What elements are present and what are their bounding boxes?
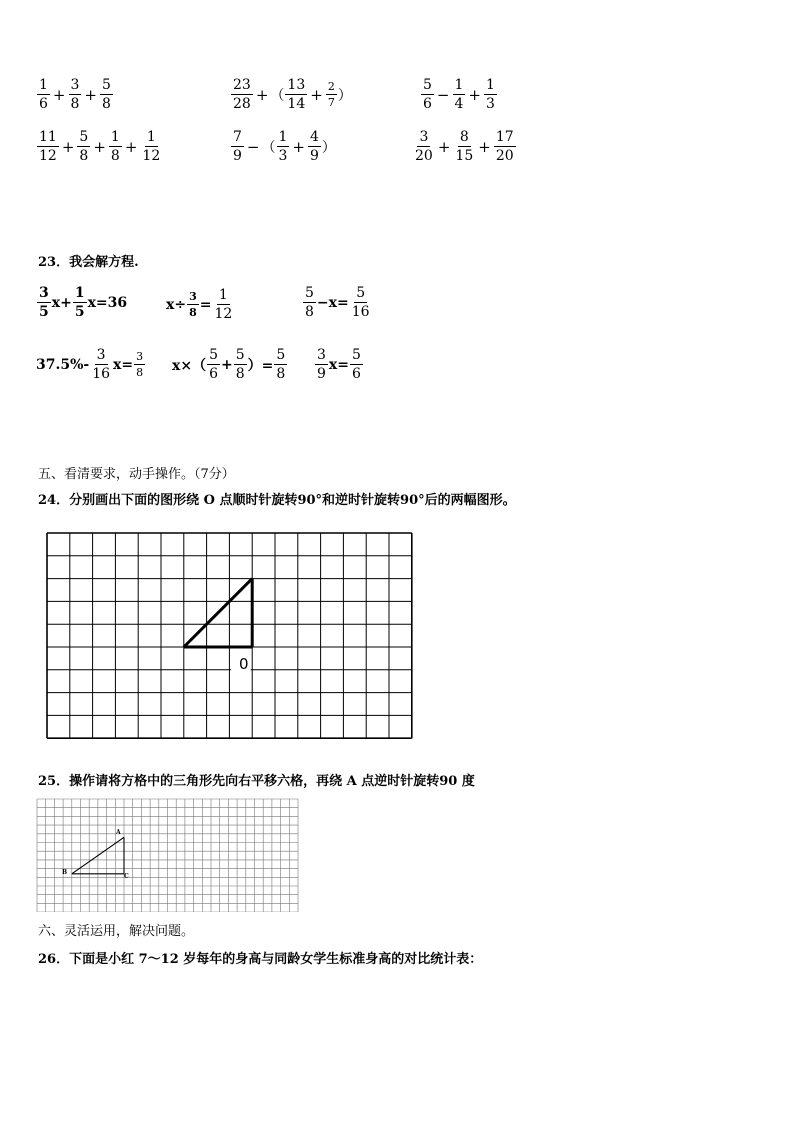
question-25-grid	[36, 798, 300, 912]
left-paren: （	[270, 87, 285, 104]
calc-expression-2-2	[230, 130, 336, 163]
fraction: $\frac{5}{8}$	[102, 77, 111, 112]
equation-text: x÷	[166, 296, 187, 313]
point-o-label: 0	[239, 655, 249, 673]
fraction: $\frac{5}{8}$	[305, 285, 314, 320]
equation-text: x=	[113, 356, 134, 373]
question-24-grid	[46, 532, 414, 740]
equation-5	[172, 348, 288, 381]
operator: +	[310, 85, 323, 104]
equation-text: x×（	[172, 357, 207, 374]
fraction: $\frac{3}{16}$	[92, 347, 111, 382]
vertex-b-label: B	[62, 869, 68, 876]
fraction: $\frac{1}{12}$	[142, 129, 161, 164]
fraction: $\frac{17}{20}$	[495, 129, 514, 164]
equation-4	[36, 348, 146, 381]
section-5-heading: 五、看清要求，动手操作。（7分）	[38, 467, 235, 482]
equation-text: x=36	[87, 294, 128, 311]
operator: +	[84, 85, 97, 104]
operator: +	[292, 137, 305, 156]
fraction: $\frac{1}{6}$	[39, 77, 48, 112]
fraction: $\frac{5}{16}$	[351, 285, 370, 320]
fraction: $\frac{1}{3}$	[278, 129, 288, 164]
fraction: $\frac{3}{20}$	[415, 129, 433, 164]
fraction: $\frac{8}{15}$	[455, 129, 474, 164]
fraction: $\frac{13}{14}$	[287, 77, 306, 112]
fraction: $\frac{4}{9}$	[310, 129, 319, 164]
operator: +	[478, 137, 491, 156]
equation-text: 37.5%-	[36, 356, 90, 373]
fraction: $\frac{5}{8}$	[276, 347, 286, 382]
equation-2	[166, 288, 235, 321]
section-6-heading: 六、灵活运用，解决问题。	[38, 924, 195, 939]
operator: +	[437, 137, 451, 156]
operator: +	[93, 137, 106, 156]
equation-text: =	[199, 296, 212, 313]
calc-expression-1-1	[36, 78, 114, 111]
fraction: $\frac{7}{9}$	[233, 129, 242, 164]
fraction: $\frac{3}{8}$	[70, 77, 80, 112]
equation-text: +	[221, 356, 233, 373]
question-26-title: 26．下面是小红 7～12 岁每年的身高与同龄女学生标准身高的对比统计表：	[38, 952, 483, 967]
question-24-title: 24．分别画出下面的图形绕 O 点顺时针旋转90°和逆时针旋转90°后的两幅图形。	[38, 493, 516, 508]
calc-expression-1-2	[230, 78, 352, 111]
equation-text: x=	[328, 356, 349, 373]
equation-text: ）=	[247, 357, 274, 374]
right-paren: ）	[321, 139, 336, 156]
equation-text: x+	[51, 294, 72, 311]
equation-3	[302, 286, 373, 319]
fraction: $\frac{5}{8}$	[79, 129, 89, 164]
equation-6	[314, 348, 364, 381]
fraction: $\frac{1}{4}$	[454, 77, 464, 112]
fraction: $\frac{2}{7}$	[327, 80, 335, 109]
operator: +	[255, 85, 269, 104]
left-paren: （	[261, 139, 276, 156]
fraction: $\frac{5}{8}$	[235, 347, 245, 382]
fraction: $\frac{1}{3}$	[486, 77, 495, 112]
calc-expression-2-1	[36, 130, 163, 163]
fraction: $\frac{1}{5}$	[74, 285, 85, 320]
triangle-edge	[184, 579, 252, 647]
question-25-title: 25．操作请将方格中的三角形先向右平移六格，再绕 A 点逆时针旋转90 度	[38, 774, 475, 789]
vertex-a-label: A	[116, 829, 121, 836]
question-23-title: 23．我会解方程.	[38, 255, 139, 270]
fraction: $\frac{1}{8}$	[110, 129, 120, 164]
fraction: $\frac{1}{12}$	[214, 287, 233, 322]
fraction: $\frac{3}{5}$	[39, 285, 49, 320]
fraction: $\frac{5}{6}$	[352, 347, 361, 382]
operator: +	[468, 85, 481, 104]
fraction: $\frac{5}{6}$	[209, 347, 218, 382]
operator: +	[52, 85, 66, 104]
fraction: $\frac{5}{6}$	[423, 77, 432, 112]
fraction: $\frac{23}{28}$	[233, 77, 251, 112]
equation-text: −x=	[316, 294, 349, 311]
fraction: $\frac{3}{9}$	[317, 347, 326, 382]
fraction: $\frac{11}{12}$	[39, 129, 57, 164]
fraction: $\frac{3}{8}$	[136, 350, 144, 379]
operator: +	[124, 137, 138, 156]
operator: +	[61, 137, 75, 156]
fraction: $\frac{3}{8}$	[189, 290, 197, 319]
operator: −	[246, 137, 260, 156]
right-paren: ）	[337, 87, 352, 104]
equation-1	[36, 286, 127, 319]
vertex-c-label: C	[124, 873, 129, 880]
calc-expression-1-3	[420, 78, 498, 111]
calc-expression-2-3	[412, 130, 517, 163]
operator: −	[436, 85, 450, 104]
